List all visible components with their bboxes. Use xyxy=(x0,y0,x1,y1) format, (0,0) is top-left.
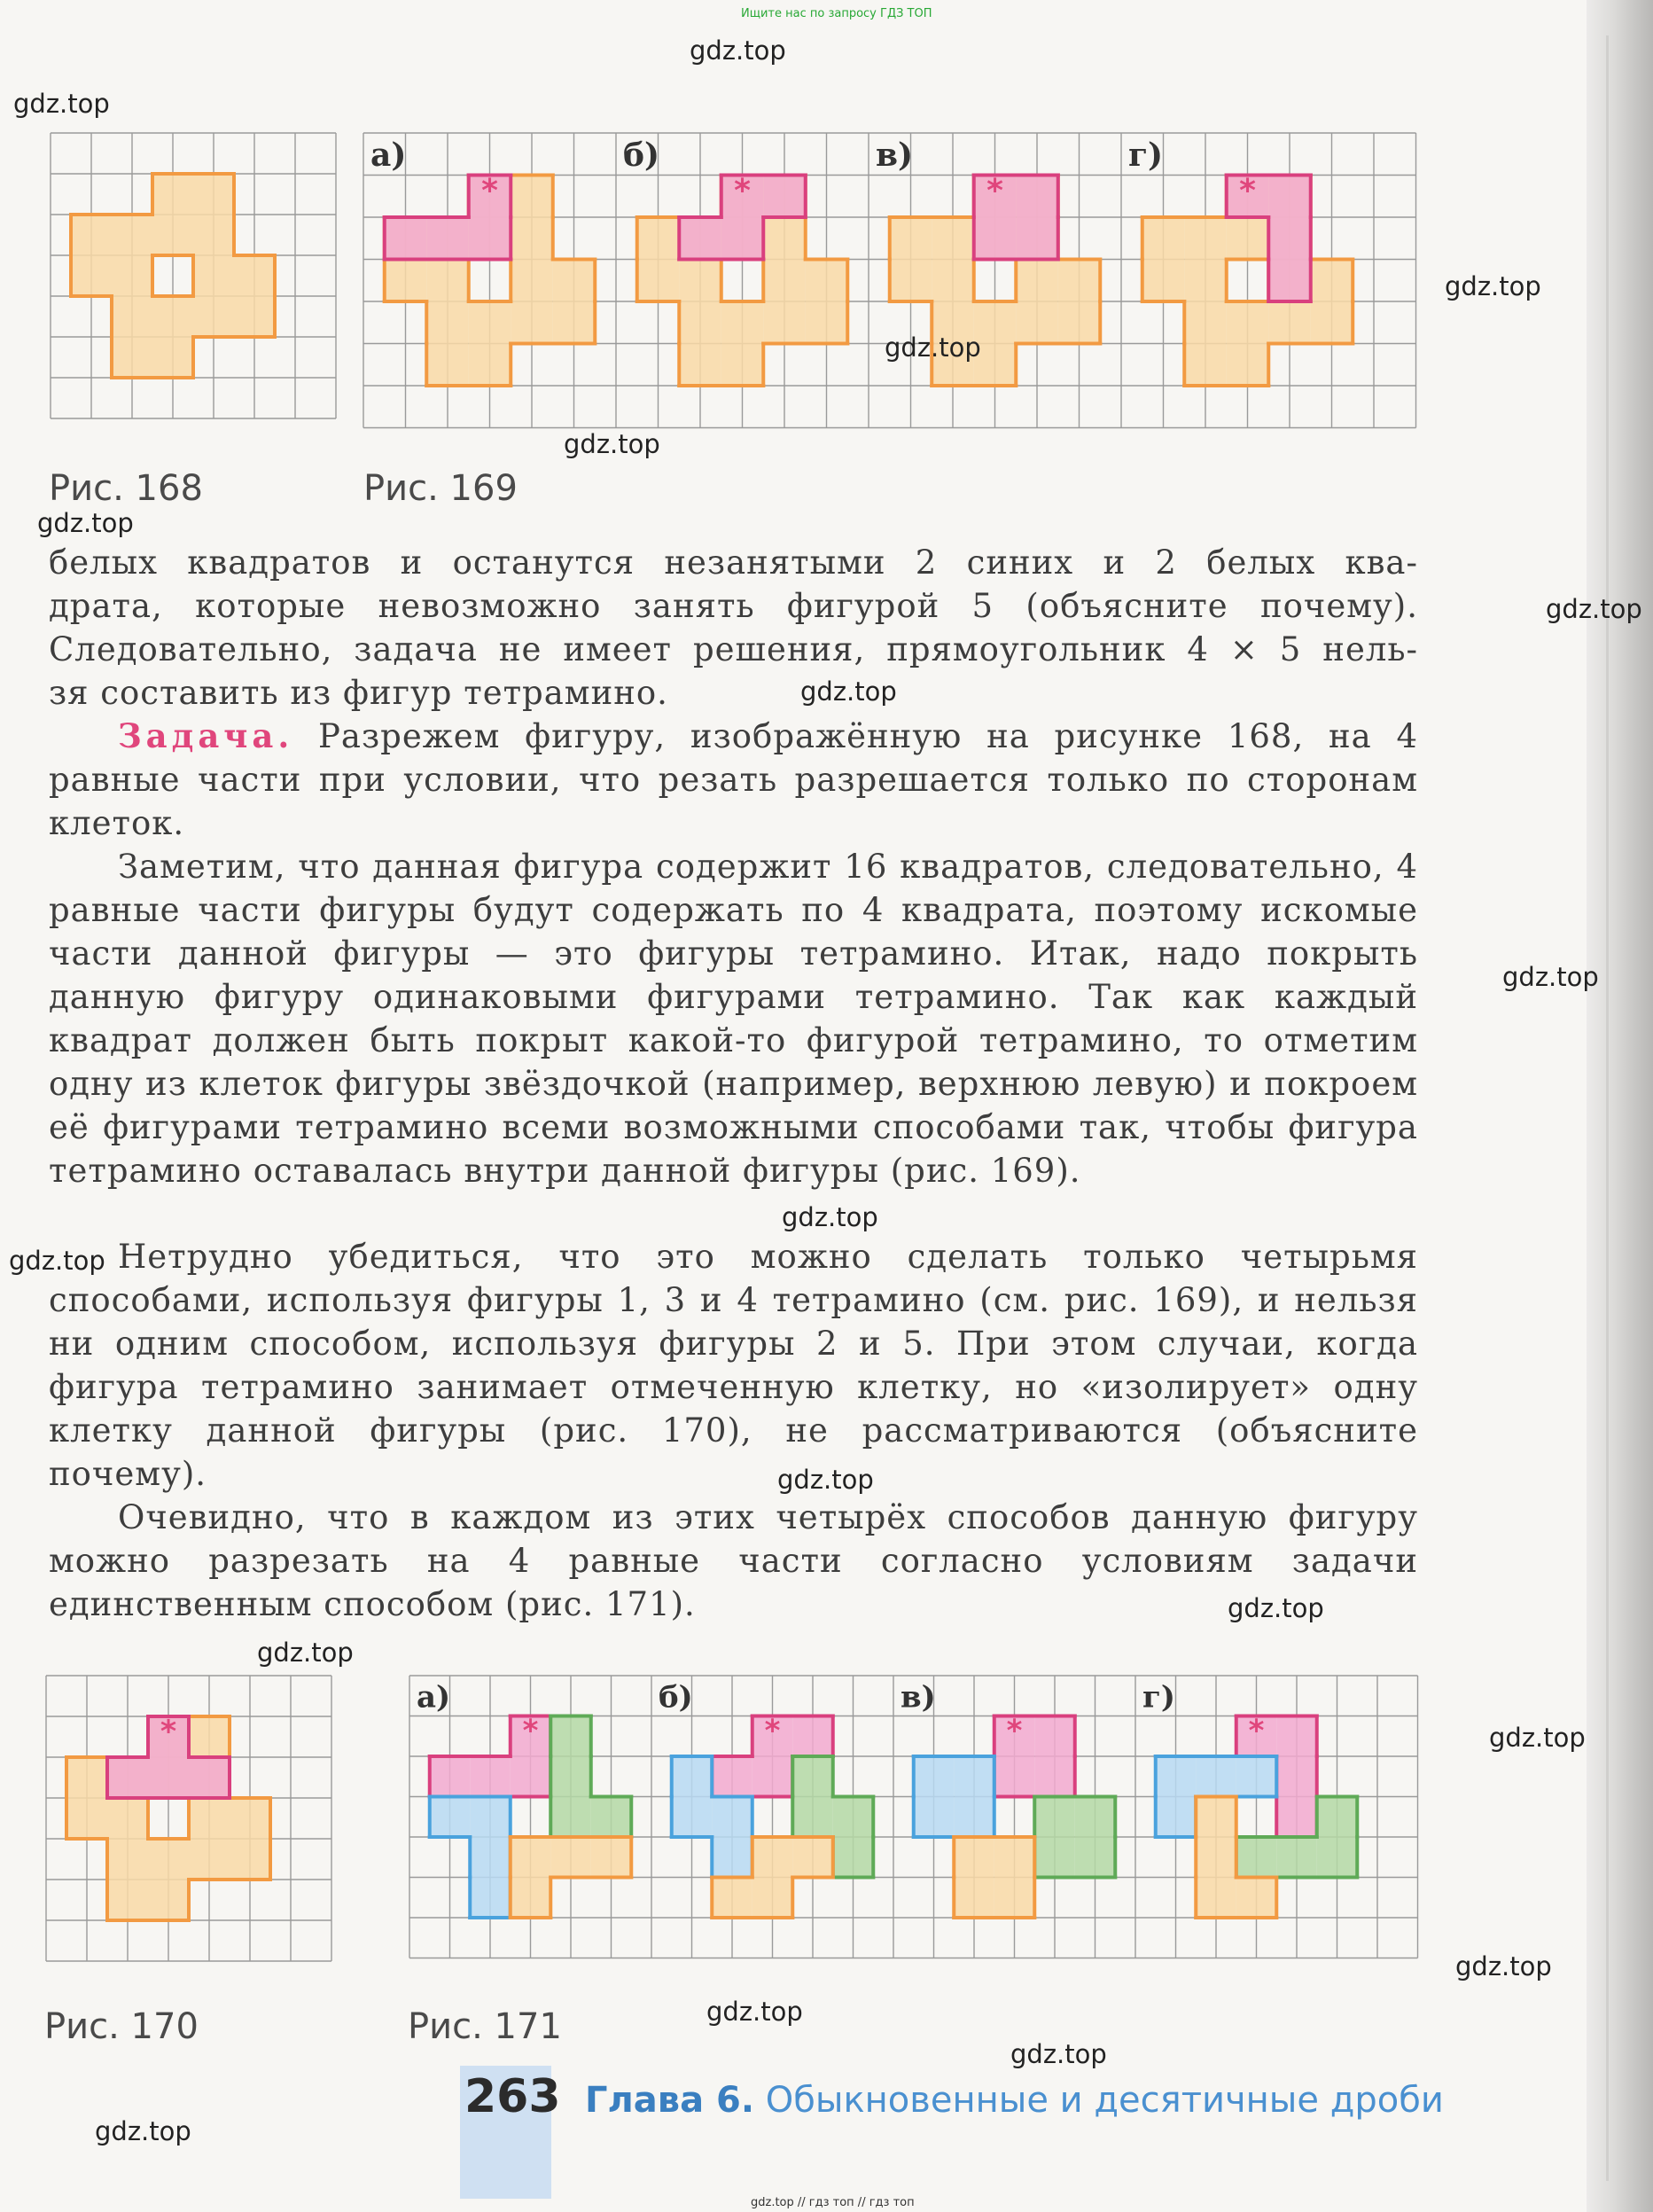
watermark: gdz.top xyxy=(564,429,660,459)
subfigure-label: б) xyxy=(659,1679,693,1716)
watermark: gdz.top xyxy=(1010,2039,1107,2069)
subfigure-label: в) xyxy=(901,1679,936,1716)
watermark: gdz.top xyxy=(690,35,786,66)
figure-169-caption: Рис. 169 xyxy=(363,468,518,509)
paragraph-text: Очевидно, что в каждом из этих четырёх способов данную фигуру можно разрезать на 4 равные части согласно условиям задачи единственным способом (рис. 171). xyxy=(49,1498,1418,1623)
figure-168 xyxy=(49,131,337,428)
tetromino-part xyxy=(430,1797,511,1919)
watermark: gdz.top xyxy=(706,1997,803,2027)
subfigure-label: г) xyxy=(1142,1679,1175,1716)
star-mark: * xyxy=(1248,1713,1265,1749)
subfigure-label: а) xyxy=(417,1679,451,1716)
figure-171-caption: Рис. 171 xyxy=(408,2006,562,2047)
task-lead: Задача. xyxy=(118,716,294,755)
paragraph-reasoning xyxy=(49,845,1418,1192)
watermark: gdz.top xyxy=(257,1638,354,1668)
watermark: gdz.top xyxy=(782,1202,878,1232)
figure-168-caption: Рис. 168 xyxy=(49,468,203,509)
tetromino-part xyxy=(1034,1797,1115,1878)
text-line: Следовательно, задача не имеет решения, прямоугольник 4 × 5 нель- xyxy=(49,630,1418,668)
watermark: gdz.top xyxy=(777,1465,874,1495)
watermark: gdz.top xyxy=(9,1246,105,1276)
paragraph-four-ways xyxy=(49,1235,1418,1496)
watermark: gdz.top xyxy=(1455,1951,1552,1981)
watermark: gdz.top xyxy=(1228,1593,1324,1623)
watermark: gdz.top xyxy=(37,508,134,538)
watermark: gdz.top xyxy=(1546,594,1642,624)
subfigure-label: г) xyxy=(1128,137,1164,175)
watermark: gdz.top xyxy=(885,332,981,363)
star-mark: * xyxy=(764,1713,781,1749)
star-mark: * xyxy=(734,172,751,209)
top-banner: Ищите нас по запросу ГДЗ ТОП xyxy=(741,7,932,20)
text-line: зя составить из фигур тетрамино. xyxy=(49,674,668,712)
subfigure-label: в) xyxy=(876,137,914,175)
star-mark: * xyxy=(1006,1713,1023,1749)
star-mark: * xyxy=(160,1714,177,1750)
page-edge-shadow xyxy=(1587,0,1653,2212)
figure-171 xyxy=(408,1674,1431,1966)
watermark: gdz.top xyxy=(1489,1723,1586,1753)
tetromino-part xyxy=(914,1756,994,1837)
text-line: драта, которые невозможно занять фигурой 5 (объясните почему). xyxy=(49,587,1418,625)
paragraph-task xyxy=(49,715,1418,845)
task-text: Разрежем фигуру, изображённую на рисунке 168, на 4 равные части при условии, что резать разрешается только по сторонам клеток. xyxy=(49,717,1418,842)
watermark: gdz.top xyxy=(13,89,110,119)
page-fold-line xyxy=(1606,35,1609,2181)
subfigure-label: а) xyxy=(370,137,407,175)
watermark: gdz.top xyxy=(1445,271,1541,301)
paragraph-conclusion-2 xyxy=(49,1496,1418,1626)
star-mark: * xyxy=(522,1713,539,1749)
star-mark: * xyxy=(481,172,498,209)
subfigure-label: б) xyxy=(623,137,660,175)
watermark: gdz.top xyxy=(95,2116,191,2146)
star-mark: * xyxy=(986,172,1003,209)
paragraph-text: Нетрудно убедиться, что это можно сделать только четырьмя способами, используя фигуры 1, 3 и 4 тетрамино (см. рис. 169), и нельзя ни одним способом, используя фигуры 2 и 5. При этом случаи, когда фигура тетрамино занимает отмеченную клетку, но «изолирует» одну клетку данной фигуры (рис. 170), не рассматриваются (объясните почему). xyxy=(49,1238,1418,1493)
text-line: белых квадратов и останутся незанятыми 2 синих и 2 белых ква- xyxy=(49,543,1418,582)
figure-170-caption: Рис. 170 xyxy=(44,2006,199,2047)
page-number: 263 xyxy=(464,2070,561,2123)
paragraph-conclusion xyxy=(49,541,1418,715)
bottom-banner: gdz.top // гдз топ // гдз топ xyxy=(751,2196,915,2209)
watermark: gdz.top xyxy=(800,676,897,707)
chapter-label: Глава 6. xyxy=(585,2080,755,2121)
tetromino-part xyxy=(954,1837,1034,1918)
paragraph-text: Заметим, что данная фигура содержит 16 квадратов, следовательно, 4 равные части фигуры будут содержать по 4 квадрата, поэтому искомые части данной фигуры — это фигуры тетрамино. Итак, надо покрыть данную фигуру одинаковыми фигурами тетрамино. Так как каждый квадрат должен быть покрыт какой-то фигурой тетрамино, то отметим одну из клеток фигуры звёздочкой (например, верхнюю левую) и покроем её фигурами тетрамино всеми возможными способами так, чтобы фигура тетрамино оставалась внутри данной фигуры (рис. 169). xyxy=(49,848,1418,1190)
star-mark: * xyxy=(1239,172,1256,209)
figure-170 xyxy=(44,1674,337,1966)
chapter-title xyxy=(585,2080,1444,2121)
watermark: gdz.top xyxy=(1502,962,1599,992)
figure-169 xyxy=(362,131,1425,433)
chapter-name: Обыкновенные и десятичные дроби xyxy=(754,2080,1444,2121)
tetromino-part xyxy=(550,1716,631,1838)
